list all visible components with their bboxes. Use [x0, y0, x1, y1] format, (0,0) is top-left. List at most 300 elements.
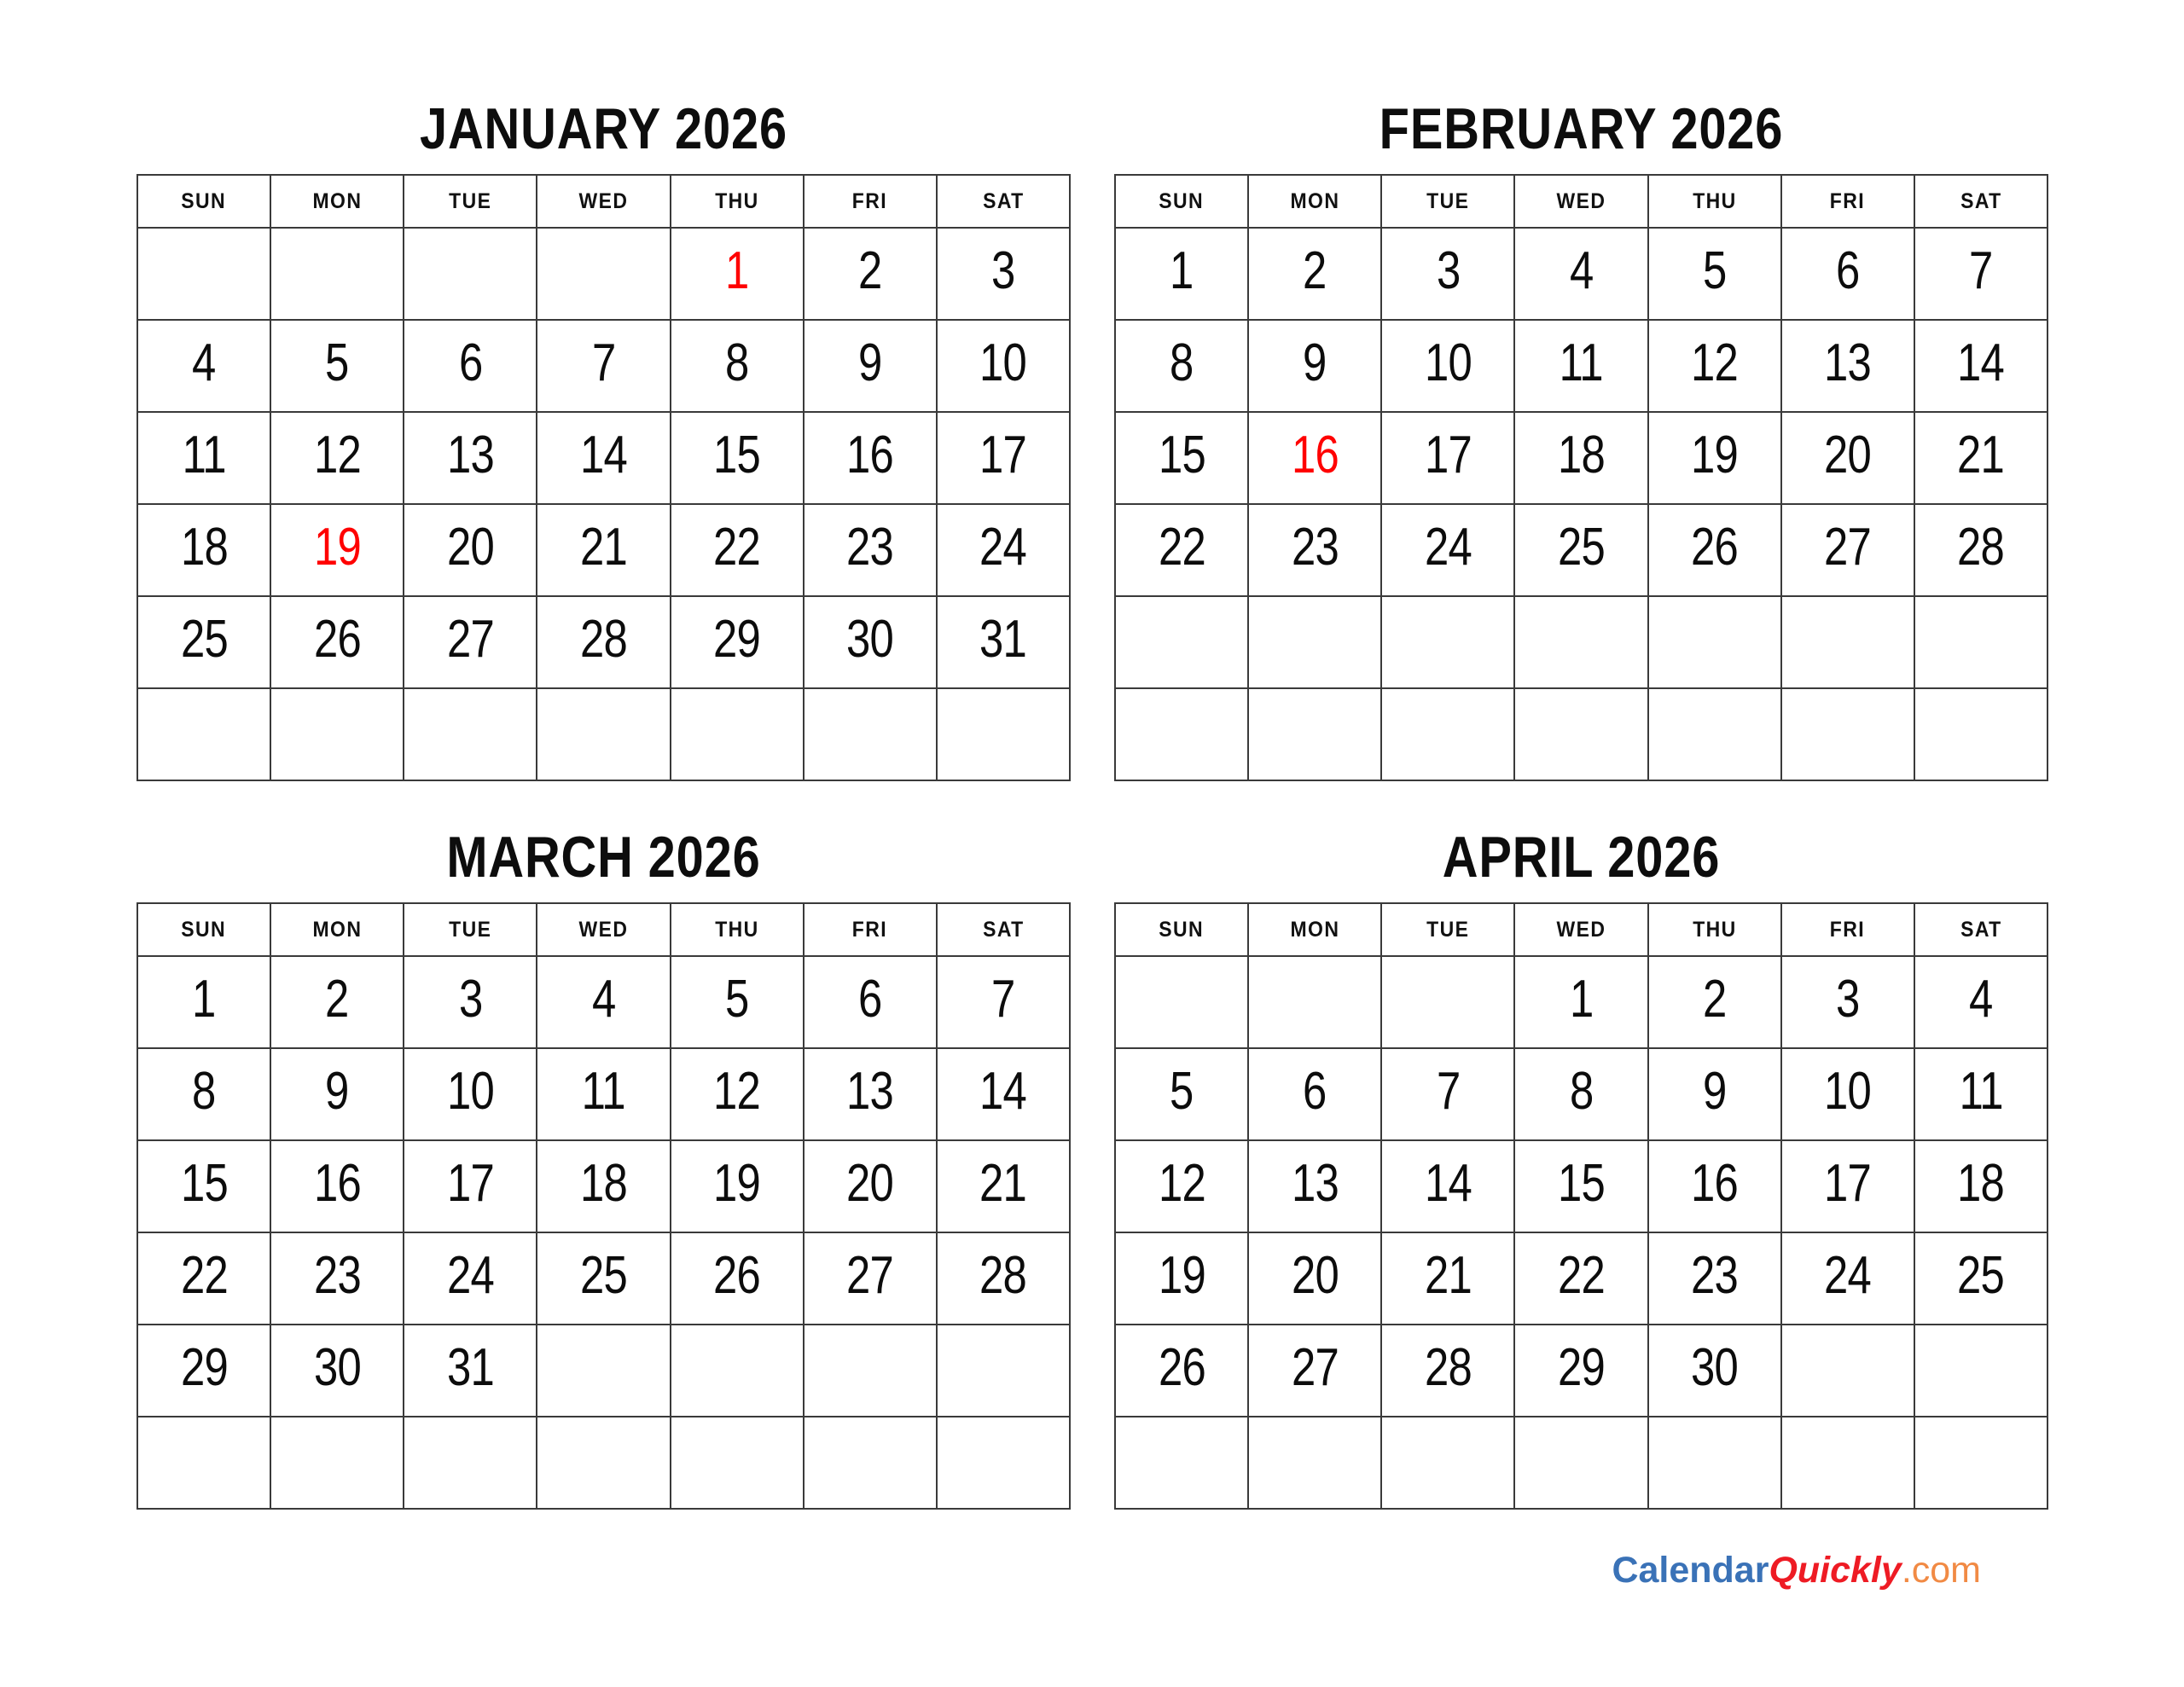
date-cell: [671, 1048, 804, 1140]
date-number: 13: [846, 1061, 894, 1121]
date-number: 9: [858, 333, 882, 392]
empty-date-cell: [270, 688, 404, 780]
date-number: 15: [713, 425, 761, 484]
date-number: 10: [446, 1061, 494, 1121]
weekday-header-row: [137, 903, 1070, 956]
date-number: 21: [580, 517, 627, 577]
month-title-march: MARCH 2026: [446, 825, 761, 890]
date-number: 17: [979, 425, 1027, 484]
week-row: [137, 1417, 1070, 1509]
brand-domain-text: .com: [1901, 1550, 1981, 1591]
week-row: [137, 596, 1070, 688]
date-cell: [1115, 504, 1248, 596]
date-number: 24: [979, 517, 1027, 577]
date-cell: [804, 504, 937, 596]
date-number: 27: [446, 609, 494, 669]
empty-date-cell: [270, 1417, 404, 1509]
date-cell: [1381, 320, 1514, 412]
date-cell: [804, 228, 937, 320]
month-title-february: FEBRUARY 2026: [1379, 96, 1784, 161]
week-row: [137, 1325, 1070, 1417]
date-number: 19: [1691, 425, 1739, 484]
date-number: 28: [580, 609, 627, 669]
date-cell: [1514, 504, 1647, 596]
empty-date-cell: [1781, 1417, 1914, 1509]
date-cell: [270, 1140, 404, 1232]
date-number: 15: [1158, 425, 1205, 484]
date-number: 1: [192, 969, 216, 1029]
date-cell: [1914, 412, 2048, 504]
week-row: [1115, 1325, 2048, 1417]
date-number: 14: [1424, 1153, 1472, 1213]
date-cell: [404, 1140, 537, 1232]
date-number: 4: [1969, 969, 1993, 1029]
weekday-label: WED: [1556, 917, 1606, 942]
empty-date-cell: [1115, 688, 1248, 780]
empty-date-cell: [1514, 1417, 1647, 1509]
date-cell: [1914, 956, 2048, 1048]
date-cell: [270, 320, 404, 412]
date-cell: [1914, 1232, 2048, 1325]
weekday-label: MON: [1290, 188, 1340, 213]
date-number: 23: [846, 517, 894, 577]
weekday-header-thu: [1648, 903, 1781, 956]
date-cell: [1248, 412, 1381, 504]
weekday-label: WED: [578, 188, 629, 213]
date-cell: [1248, 1325, 1381, 1417]
week-row: [137, 956, 1070, 1048]
weekday-label: FRI: [852, 188, 888, 213]
week-row: [137, 1048, 1070, 1140]
empty-date-cell: [804, 1417, 937, 1509]
date-cell: [671, 1232, 804, 1325]
date-number: 21: [1424, 1245, 1472, 1305]
date-cell: [1381, 1232, 1514, 1325]
date-number: 6: [458, 333, 483, 392]
date-cell: [1648, 1048, 1781, 1140]
date-number: 27: [846, 1245, 894, 1305]
date-number: 9: [1702, 1061, 1727, 1121]
date-cell: [1514, 228, 1647, 320]
week-row: [1115, 596, 2048, 688]
weekday-label: THU: [714, 917, 759, 942]
empty-date-cell: [270, 228, 404, 320]
date-cell: [1781, 228, 1914, 320]
date-cell: [671, 956, 804, 1048]
date-number: 23: [1291, 517, 1339, 577]
weekday-header-tue: [404, 903, 537, 956]
date-cell: [270, 956, 404, 1048]
date-number: 14: [979, 1061, 1027, 1121]
date-cell: [137, 1232, 270, 1325]
date-cell: [1648, 1140, 1781, 1232]
date-number: 13: [1291, 1153, 1339, 1213]
date-number: 24: [446, 1245, 494, 1305]
weekday-header-thu: [1648, 175, 1781, 228]
date-cell: [937, 1048, 1070, 1140]
date-number: 22: [1158, 517, 1205, 577]
date-number: 21: [979, 1153, 1027, 1213]
date-cell: [1248, 1140, 1381, 1232]
date-cell: [404, 956, 537, 1048]
weekday-header-tue: [1381, 903, 1514, 956]
week-row: [1115, 228, 2048, 320]
weekday-header-sun: [1115, 903, 1248, 956]
month-calendar-february: [1114, 48, 2048, 781]
date-number: 15: [1558, 1153, 1605, 1213]
date-number: 5: [724, 969, 749, 1029]
date-number: 17: [1424, 425, 1472, 484]
weekday-header-wed: [1514, 175, 1647, 228]
date-number: 3: [1836, 969, 1860, 1029]
date-cell: [1115, 1232, 1248, 1325]
date-cell: [671, 504, 804, 596]
date-number: 2: [325, 969, 349, 1029]
date-number: 3: [458, 969, 483, 1029]
date-number: 17: [1824, 1153, 1872, 1213]
date-cell: [404, 596, 537, 688]
weekday-label: THU: [1692, 188, 1737, 213]
date-cell: [537, 1232, 670, 1325]
week-row: [1115, 1232, 2048, 1325]
week-row: [1115, 1140, 2048, 1232]
empty-date-cell: [937, 1325, 1070, 1417]
date-number: 8: [1569, 1061, 1594, 1121]
date-number: 4: [591, 969, 616, 1029]
date-number: 4: [1569, 241, 1594, 300]
weekday-header-sun: [1115, 175, 1248, 228]
date-number: 8: [192, 1061, 216, 1121]
empty-date-cell: [404, 1417, 537, 1509]
date-cell: [1381, 1048, 1514, 1140]
weekday-header-mon: [1248, 903, 1381, 956]
date-number: 9: [325, 1061, 349, 1121]
date-grid-body: [1115, 956, 2048, 1509]
date-number: 6: [858, 969, 882, 1029]
date-number: 26: [1691, 517, 1739, 577]
date-cell: [537, 596, 670, 688]
date-cell: [1781, 504, 1914, 596]
date-cell: [137, 320, 270, 412]
date-cell: [1781, 1048, 1914, 1140]
empty-date-cell: [671, 688, 804, 780]
weekday-header-wed: [1514, 903, 1647, 956]
date-cell: [270, 1232, 404, 1325]
date-cell: [1248, 228, 1381, 320]
weekday-label: MON: [1290, 917, 1340, 942]
date-cell: [804, 1232, 937, 1325]
date-cell: [1248, 320, 1381, 412]
date-number: 27: [1291, 1337, 1339, 1397]
date-cell: [1514, 412, 1647, 504]
date-number: 22: [180, 1245, 228, 1305]
empty-date-cell: [1914, 1417, 2048, 1509]
weekday-label: SUN: [1159, 917, 1205, 942]
date-cell: [1648, 320, 1781, 412]
date-cell: [1914, 504, 2048, 596]
date-number: 20: [1291, 1245, 1339, 1305]
date-number: 10: [979, 333, 1027, 392]
empty-date-cell: [1648, 688, 1781, 780]
date-cell: [1781, 1232, 1914, 1325]
empty-date-cell: [537, 1325, 670, 1417]
date-cell: [804, 320, 937, 412]
date-cell: [137, 596, 270, 688]
weekday-label: SAT: [1960, 917, 2002, 942]
weekday-label: TUE: [1426, 917, 1470, 942]
empty-date-cell: [537, 228, 670, 320]
week-row: [1115, 320, 2048, 412]
date-cell: [671, 596, 804, 688]
empty-date-cell: [404, 688, 537, 780]
date-cell: [671, 1140, 804, 1232]
date-cell: [1648, 228, 1781, 320]
date-cell: [1115, 1325, 1248, 1417]
date-cell: [1115, 228, 1248, 320]
weekday-header-wed: [537, 903, 670, 956]
month-grid-february: [1114, 174, 2048, 781]
date-cell: [1115, 1140, 1248, 1232]
date-number: 5: [1170, 1061, 1194, 1121]
date-number: 20: [446, 517, 494, 577]
date-number: 2: [1303, 241, 1327, 300]
empty-date-cell: [1115, 956, 1248, 1048]
weekday-header-fri: [804, 903, 937, 956]
date-cell: [1381, 228, 1514, 320]
weekday-label: MON: [312, 188, 363, 213]
date-number: 18: [580, 1153, 627, 1213]
date-number: 1: [1170, 241, 1194, 300]
date-number: 8: [724, 333, 749, 392]
date-number: 21: [1957, 425, 2005, 484]
date-cell: [671, 228, 804, 320]
empty-date-cell: [804, 1325, 937, 1417]
date-number: 31: [979, 609, 1027, 669]
date-cell: [537, 412, 670, 504]
date-cell: [1781, 1140, 1914, 1232]
date-number: 18: [1957, 1153, 2005, 1213]
date-number: 26: [713, 1245, 761, 1305]
weekday-header-sun: [137, 903, 270, 956]
empty-date-cell: [1914, 596, 2048, 688]
date-number: 29: [1558, 1337, 1605, 1397]
month-title-april: APRIL 2026: [1442, 825, 1721, 890]
date-grid-body: [1115, 228, 2048, 780]
weekday-header-fri: [804, 175, 937, 228]
date-number: 10: [1824, 1061, 1872, 1121]
empty-date-cell: [1914, 1325, 2048, 1417]
date-number-holiday: 16: [1291, 425, 1339, 484]
empty-date-cell: [804, 688, 937, 780]
date-cell: [937, 1140, 1070, 1232]
date-number: 12: [713, 1061, 761, 1121]
date-grid-body: [137, 956, 1070, 1509]
date-cell: [1514, 1048, 1647, 1140]
date-cell: [1248, 504, 1381, 596]
weekday-label: WED: [578, 917, 629, 942]
empty-date-cell: [1248, 1417, 1381, 1509]
empty-date-cell: [937, 1417, 1070, 1509]
date-cell: [404, 1325, 537, 1417]
weekday-header-sat: [937, 175, 1070, 228]
date-number: 25: [580, 1245, 627, 1305]
date-number: 29: [180, 1337, 228, 1397]
month-grid-january: [136, 174, 1071, 781]
date-number: 7: [1436, 1061, 1461, 1121]
week-row: [137, 1140, 1070, 1232]
weekday-label: SAT: [1960, 188, 2002, 213]
empty-date-cell: [937, 688, 1070, 780]
weekday-label: SAT: [982, 188, 1025, 213]
date-number: 11: [581, 1061, 626, 1121]
weekday-header-row: [1115, 903, 2048, 956]
date-number: 11: [1559, 333, 1604, 392]
weekday-label: FRI: [1830, 917, 1866, 942]
date-cell: [1381, 1325, 1514, 1417]
date-number: 5: [1702, 241, 1727, 300]
date-number: 3: [991, 241, 1015, 300]
date-number: 2: [1702, 969, 1727, 1029]
weekday-header-sat: [1914, 903, 2048, 956]
date-number: 1: [1569, 969, 1594, 1029]
weekday-label: FRI: [1830, 188, 1866, 213]
date-number: 9: [1303, 333, 1327, 392]
weekday-header-wed: [537, 175, 670, 228]
empty-date-cell: [137, 1417, 270, 1509]
weekday-header-sat: [937, 903, 1070, 956]
date-number: 16: [846, 425, 894, 484]
date-cell: [1381, 1140, 1514, 1232]
date-number: 25: [180, 609, 228, 669]
weekday-header-sun: [137, 175, 270, 228]
weekday-label: SAT: [982, 917, 1025, 942]
weekday-header-tue: [404, 175, 537, 228]
date-cell: [1381, 504, 1514, 596]
date-number: 13: [446, 425, 494, 484]
date-number: 18: [180, 517, 228, 577]
empty-date-cell: [1648, 596, 1781, 688]
date-cell: [1514, 956, 1647, 1048]
date-cell: [1648, 412, 1781, 504]
month-calendar-march: [136, 776, 1071, 1510]
empty-date-cell: [1248, 688, 1381, 780]
date-cell: [1781, 956, 1914, 1048]
date-number: 19: [713, 1153, 761, 1213]
date-number: 28: [1424, 1337, 1472, 1397]
date-cell: [137, 412, 270, 504]
date-cell: [1115, 320, 1248, 412]
date-number: 11: [1959, 1061, 2003, 1121]
date-cell: [270, 1048, 404, 1140]
date-cell: [1514, 1140, 1647, 1232]
date-cell: [804, 596, 937, 688]
date-number: 5: [325, 333, 349, 392]
date-number-holiday: 1: [724, 241, 749, 300]
weekday-header-mon: [270, 175, 404, 228]
date-number: 30: [1691, 1337, 1739, 1397]
empty-date-cell: [1115, 596, 1248, 688]
date-number: 25: [1558, 517, 1605, 577]
weekday-header-sat: [1914, 175, 2048, 228]
date-cell: [804, 1140, 937, 1232]
date-number: 14: [580, 425, 627, 484]
date-number: 10: [1424, 333, 1472, 392]
date-cell: [537, 504, 670, 596]
date-number: 26: [1158, 1337, 1205, 1397]
date-cell: [137, 1048, 270, 1140]
date-cell: [1514, 1232, 1647, 1325]
weekday-header-tue: [1381, 175, 1514, 228]
date-number: 20: [1824, 425, 1872, 484]
date-number: 12: [1158, 1153, 1205, 1213]
date-number: 8: [1170, 333, 1194, 392]
date-cell: [1781, 320, 1914, 412]
date-number: 17: [446, 1153, 494, 1213]
empty-date-cell: [1781, 1325, 1914, 1417]
weekday-label: TUE: [449, 917, 492, 942]
date-cell: [537, 956, 670, 1048]
date-number-holiday: 19: [313, 517, 361, 577]
weekday-header-row: [1115, 175, 2048, 228]
date-number: 26: [313, 609, 361, 669]
date-cell: [804, 412, 937, 504]
empty-date-cell: [1514, 596, 1647, 688]
date-number: 14: [1957, 333, 2005, 392]
empty-date-cell: [1781, 688, 1914, 780]
date-cell: [1514, 320, 1647, 412]
date-cell: [404, 1048, 537, 1140]
empty-date-cell: [1381, 1417, 1514, 1509]
date-number: 7: [591, 333, 616, 392]
empty-date-cell: [1914, 688, 2048, 780]
brand-calendar-text: Calendar: [1612, 1550, 1769, 1591]
date-number: 15: [180, 1153, 228, 1213]
date-cell: [537, 1140, 670, 1232]
date-cell: [937, 596, 1070, 688]
empty-date-cell: [537, 1417, 670, 1509]
date-number: 19: [1158, 1245, 1205, 1305]
date-cell: [1648, 956, 1781, 1048]
date-cell: [537, 1048, 670, 1140]
date-cell: [137, 1140, 270, 1232]
weekday-label: SUN: [1159, 188, 1205, 213]
empty-date-cell: [1115, 1417, 1248, 1509]
date-cell: [1781, 412, 1914, 504]
date-cell: [1648, 1232, 1781, 1325]
date-number: 22: [713, 517, 761, 577]
date-number: 23: [1691, 1245, 1739, 1305]
weekday-label: FRI: [852, 917, 888, 942]
date-number: 23: [313, 1245, 361, 1305]
date-number: 25: [1957, 1245, 2005, 1305]
date-cell: [270, 412, 404, 504]
month-calendar-january: [136, 48, 1071, 781]
date-cell: [404, 504, 537, 596]
week-row: [137, 320, 1070, 412]
weekday-label: TUE: [449, 188, 492, 213]
date-cell: [1914, 320, 2048, 412]
date-cell: [1648, 1325, 1781, 1417]
date-number: 24: [1824, 1245, 1872, 1305]
date-cell: [537, 320, 670, 412]
empty-date-cell: [1781, 596, 1914, 688]
date-number: 13: [1824, 333, 1872, 392]
date-cell: [671, 412, 804, 504]
empty-date-cell: [671, 1417, 804, 1509]
date-cell: [1248, 1048, 1381, 1140]
date-number: 6: [1303, 1061, 1327, 1121]
date-cell: [937, 320, 1070, 412]
